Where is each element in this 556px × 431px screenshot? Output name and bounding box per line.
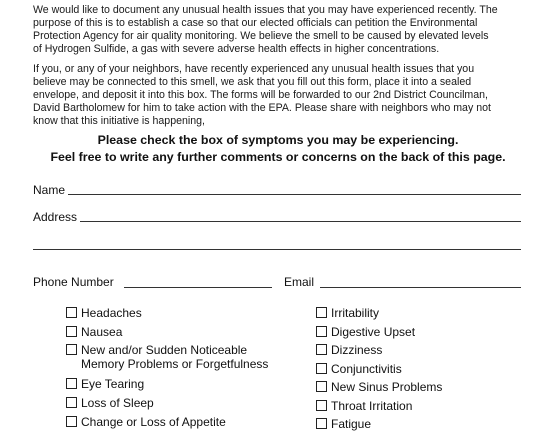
checkbox[interactable] <box>316 344 327 355</box>
symptom-nausea[interactable] <box>66 325 122 339</box>
checkbox[interactable] <box>316 400 327 411</box>
symptom-label: Eye Tearing <box>81 377 145 391</box>
checkbox[interactable] <box>66 416 77 427</box>
intro-paragraph-1: We would like to document any unusual health issues that you may have experienced recently. The purpose of this is to establish a case so that our elected officials can petition the Environmental Protection Agency for air quality monitoring. We believe the smell to be caused by elevated levels of Hydrogen Sulfide, a gas with severe adverse health effects in higher concentrations. <box>33 4 498 55</box>
symptom-label: New and/or Sudden Noticeable Memory Problems or Forgetfulness <box>81 343 269 371</box>
symptom-label: Headaches <box>81 306 142 320</box>
checkbox[interactable] <box>316 363 327 374</box>
symptom-label: New Sinus Problems <box>331 380 443 394</box>
symptom-label: Dizziness <box>331 343 383 357</box>
phone-label: Phone Number <box>33 275 114 289</box>
name-field[interactable] <box>68 194 521 195</box>
instructions-heading-2: Feel free to write any further comments or concerns on the back of this page. <box>50 150 506 164</box>
symptom-throat-irritation[interactable] <box>316 399 412 413</box>
symptom-appetite[interactable] <box>66 415 226 429</box>
symptom-digestive-upset[interactable] <box>316 325 415 339</box>
address-line-2-field[interactable] <box>33 249 521 250</box>
symptom-headaches[interactable] <box>66 306 142 320</box>
symptom-label: Throat Irritation <box>331 399 413 413</box>
symptom-eye-tearing[interactable] <box>66 377 144 391</box>
symptom-dizziness[interactable] <box>316 343 382 357</box>
checkbox[interactable] <box>316 381 327 392</box>
symptom-label: Conjunctivitis <box>331 362 402 376</box>
intro-paragraph-2: If you, or any of your neighbors, have recently experienced any unusual health issues that you believe may be connected to this smell, we ask that you fill out this form, place it into a sealed envelope, and deposit it into this box. The forms will be forwarded to our 2nd District Councilman, David Bartholomew for him to take action with the EPA. Please share with neighbors who may not know that this initiative is happening, <box>33 63 491 127</box>
checkbox[interactable] <box>66 344 77 355</box>
email-field[interactable] <box>320 287 521 288</box>
symptom-label: Digestive Upset <box>331 325 416 339</box>
symptom-sinus-problems[interactable] <box>316 380 442 394</box>
symptom-fatigue[interactable] <box>316 417 371 431</box>
checkbox[interactable] <box>316 326 327 337</box>
symptom-label: Nausea <box>81 325 123 339</box>
checkbox[interactable] <box>66 378 77 389</box>
name-label: Name <box>33 183 66 197</box>
address-field[interactable] <box>80 221 521 222</box>
symptom-label: Loss of Sleep <box>81 396 154 410</box>
checkbox[interactable] <box>66 307 77 318</box>
address-label: Address <box>33 210 78 224</box>
checkbox[interactable] <box>66 326 77 337</box>
instructions-heading-1: Please check the box of symptoms you may be experiencing. <box>97 133 459 147</box>
symptom-label: Irritability <box>331 306 380 320</box>
symptom-conjunctivitis[interactable] <box>316 362 402 376</box>
phone-field[interactable] <box>124 287 272 288</box>
checkbox[interactable] <box>316 418 327 429</box>
symptom-loss-of-sleep[interactable] <box>66 396 154 410</box>
symptom-irritability[interactable] <box>316 306 379 320</box>
email-label: Email <box>284 275 315 289</box>
symptom-label: Fatigue <box>331 417 372 431</box>
symptom-label: Change or Loss of Appetite <box>81 415 226 429</box>
symptom-memory-problems[interactable] <box>66 343 268 371</box>
checkbox[interactable] <box>66 397 77 408</box>
checkbox[interactable] <box>316 307 327 318</box>
